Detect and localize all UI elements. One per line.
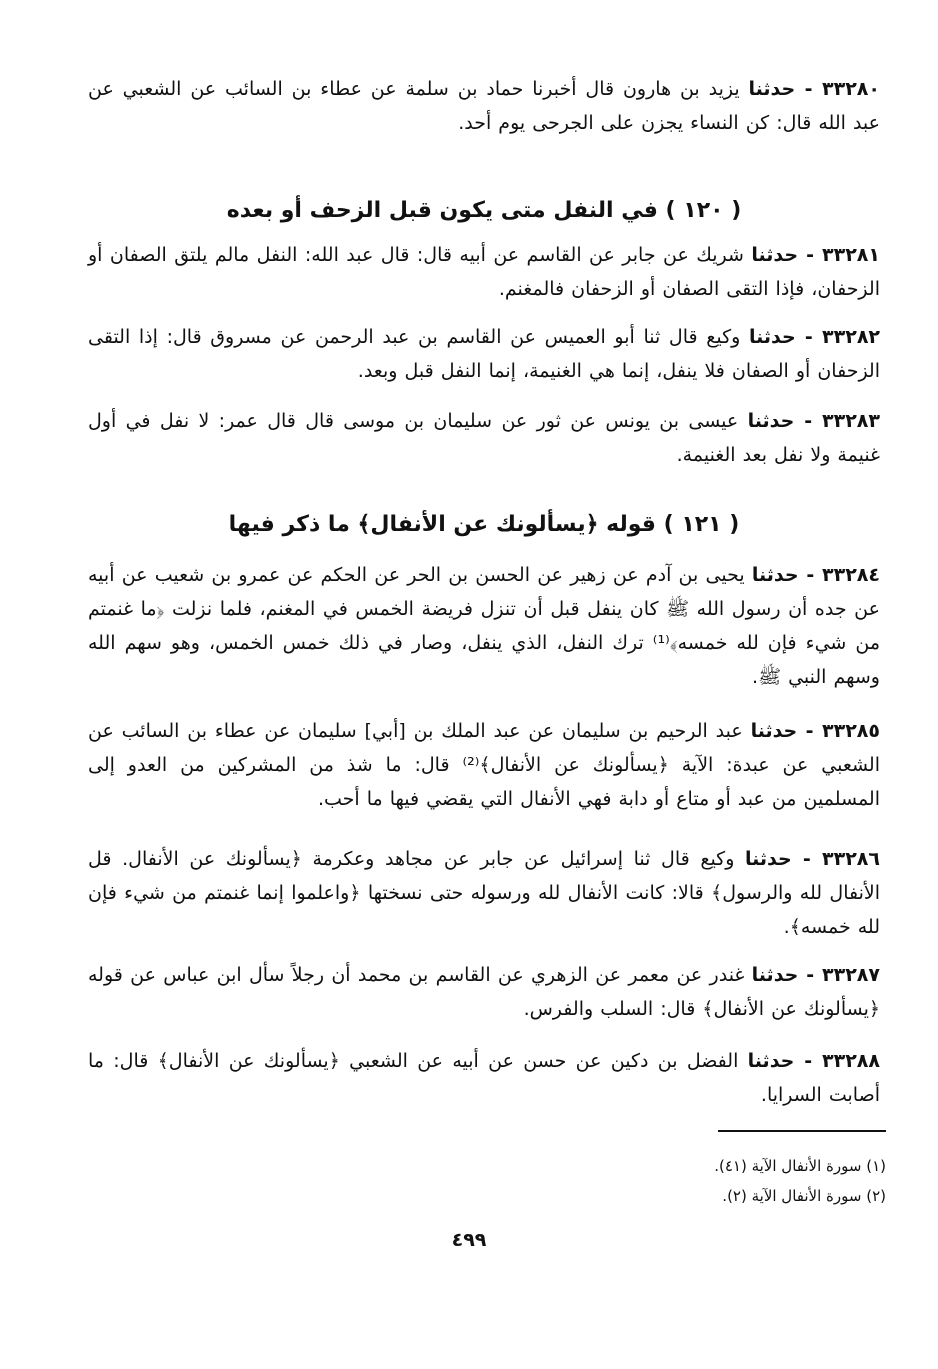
hadith-text: وكيع قال ثنا أبو العميس عن القاسم بن عبد الرحمن عن مسروق قال: إذا التقى الزحفان أو الصفان فلا ينفل، إنما هي الغنيمة، إنما النفل قبل وبعد. — [88, 326, 880, 382]
hadith-33288 — [88, 1044, 880, 1112]
hadith-number: ٣٣٢٨٣ - حدثنا — [747, 410, 880, 432]
hadith-33285 — [88, 714, 880, 816]
hadith-33286 — [88, 842, 880, 944]
hadith-text: عيسى بن يونس عن ثور عن سليمان بن موسى قال قال عمر: لا نفل في أول غنيمة ولا نفل بعد الغنيمة. — [88, 410, 880, 466]
hadith-text: وكيع قال ثنا إسرائيل عن جابر عن مجاهد وعكرمة ﴿يسألونك عن الأنفال. قل الأنفال لله والرسول﴾ قالا: كانت الأنفال لله ورسوله حتى نسختها ﴿واعلموا إنما غنمتم من شيء فإن لله خمسه﴾. — [88, 848, 880, 938]
hadith-33284 — [88, 558, 880, 694]
hadith-number: ٣٣٢٨٤ - حدثنا — [751, 564, 880, 586]
hadith-text: غندر عن معمر عن الزهري عن القاسم بن محمد أن رجلاً سأل ابن عباس عن قوله ﴿يسألونك عن الأنفال﴾ قال: السلب والفرس. — [88, 964, 880, 1020]
hadith-number: ٣٣٢٨٠ - حدثنا — [748, 78, 880, 100]
hadith-number: ٣٣٢٨٢ - حدثنا — [748, 326, 881, 348]
hadith-text: عبد الرحيم بن سليمان عن عبد الملك بن [أبي] سليمان عن عطاء بن السائب عن الشعبي عن عبدة: الآية ﴿يسألونك عن الأنفال﴾⁽²⁾ قال: ما شذ من المشركين من العدو إلى المسلمين من عبد أو متاع أو دابة فهي الأنفال التي يقضي فيها ما أحب. — [88, 720, 881, 810]
hadith-number: ٣٣٢٨٥ - حدثنا — [750, 720, 880, 742]
hadith-33283 — [88, 404, 880, 472]
chapter-heading-120: ( ١٢٠ ) في النفل متى يكون قبل الزحف أو بعده — [226, 198, 742, 223]
hadith-text: يحيى بن آدم عن زهير عن الحسن بن الحر عن الحكم عن عمرو بن شعيب عن أبيه عن جده أن رسول الله ﷺ كان ينفل قبل أن تنزل فريضة الخمس في المغنم، فلما نزلت ﴿ما غنمتم من شيء فإن لله خمسه﴾⁽¹⁾ ترك النفل، الذي ينفل، وصار في ذلك خمس الخمس، وهو سهم الله وسهم النبي ﷺ. — [88, 564, 880, 688]
hadith-number: ٣٣٢٨١ - حدثنا — [751, 244, 880, 266]
hadith-33287 — [88, 958, 880, 1026]
footnote-2: (٢) سورة الأنفال الآية (٢). — [722, 1187, 886, 1205]
footnote-separator — [718, 1130, 886, 1132]
hadith-text: الفضل بن دكين عن حسن عن أبيه عن الشعبي ﴿يسألونك عن الأنفال﴾ قال: ما أصابت السرايا. — [88, 1050, 880, 1106]
hadith-number: ٣٣٢٨٨ - حدثنا — [747, 1050, 880, 1072]
hadith-text: شريك عن جابر عن القاسم عن أبيه قال: قال عبد الله: النفل مالم يلتق الصفان أو الزحفان، فإذا التقى الصفان أو الزحفان فالمغنم. — [88, 244, 880, 300]
footnote-1: (١) سورة الأنفال الآية (٤١). — [714, 1157, 886, 1175]
hadith-33280 — [88, 72, 880, 140]
hadith-33281 — [88, 238, 880, 306]
hadith-33282 — [88, 320, 880, 388]
hadith-number: ٣٣٢٨٦ - حدثنا — [745, 848, 880, 870]
chapter-heading-121: ( ١٢١ ) قوله ﴿يسألونك عن الأنفال﴾ ما ذكر فيها — [228, 512, 740, 537]
hadith-number: ٣٣٢٨٧ - حدثنا — [751, 964, 880, 986]
page-number: ٤٩٩ — [451, 1229, 487, 1251]
hadith-text: يزيد بن هارون قال أخبرنا حماد بن سلمة عن عطاء بن السائب عن الشعبي عن عبد الله قال: كن النساء يجزن على الجرحى يوم أحد. — [88, 78, 880, 134]
